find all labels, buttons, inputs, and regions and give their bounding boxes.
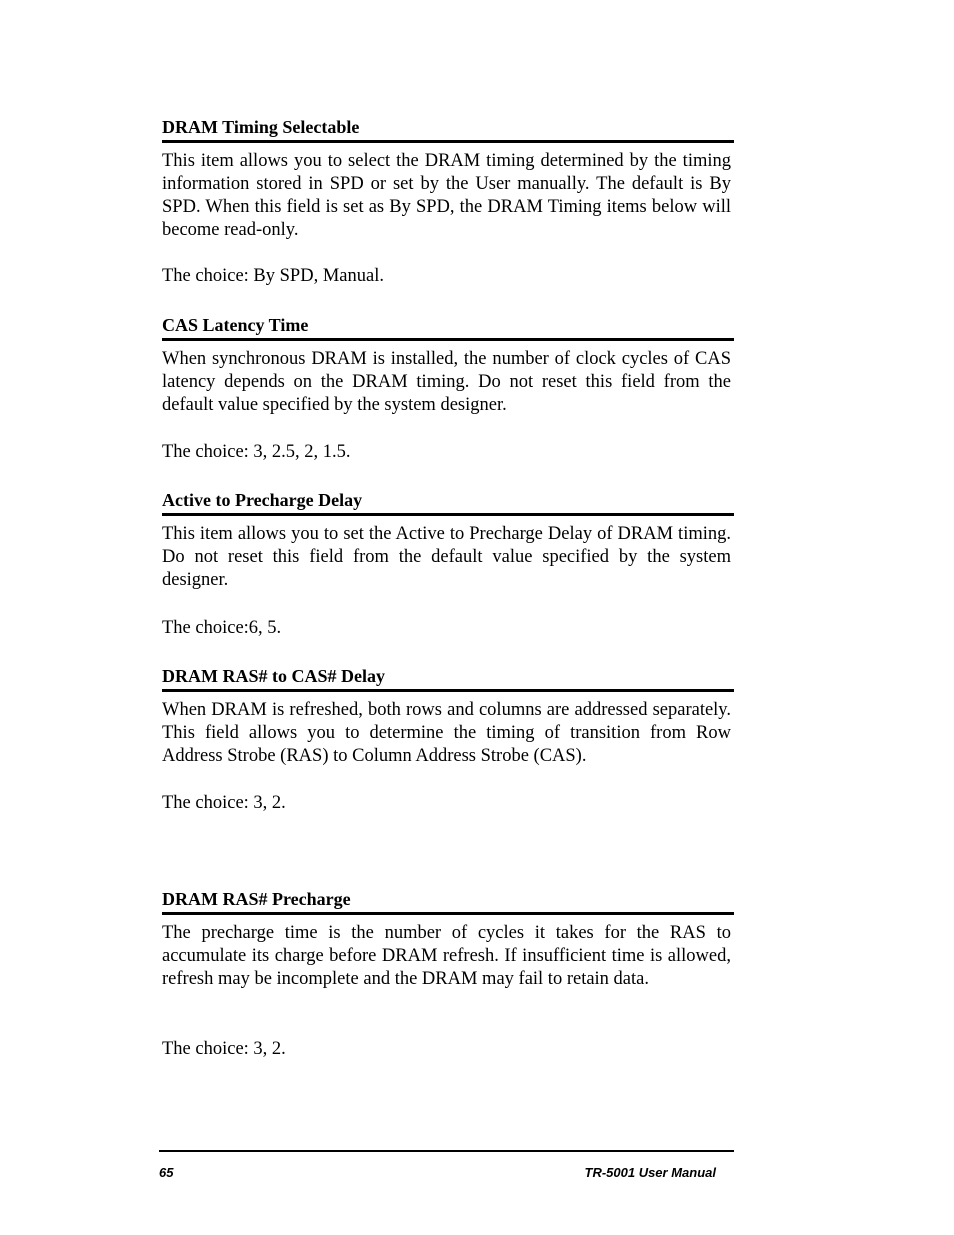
section-dram-ras-precharge — [162, 888, 734, 1059]
section-heading: DRAM RAS# to CAS# Delay — [162, 665, 734, 692]
section-body: This item allows you to set the Active to Precharge Delay of DRAM timing. Do not reset this field from the default value specified by the system designer. — [162, 524, 731, 590]
section-body: This item allows you to select the DRAM timing determined by the timing information stored in SPD or set by the User manually. The default is By SPD. When this field is set as By SPD, the DRAM Timing items below will become read-only. — [162, 151, 731, 240]
section-dram-ras-to-cas-delay — [162, 665, 734, 813]
page-number: 65 — [159, 1165, 174, 1180]
section-choice: The choice: 3, 2. — [162, 1039, 286, 1059]
section-choice: The choice: 3, 2. — [162, 793, 286, 813]
section-choice: The choice: 3, 2.5, 2, 1.5. — [162, 442, 351, 462]
section-cas-latency-time — [162, 314, 734, 462]
section-heading: CAS Latency Time — [162, 314, 734, 341]
section-dram-timing-selectable — [162, 116, 734, 286]
section-body: The precharge time is the number of cycles it takes for the RAS to accumulate its charge before DRAM refresh. If insufficient time is allowed, refresh may be incomplete and the DRAM may fail to retain data. — [162, 923, 731, 989]
section-active-to-precharge-delay — [162, 489, 734, 638]
section-heading: DRAM RAS# Precharge — [162, 888, 734, 915]
section-heading: Active to Precharge Delay — [162, 489, 734, 516]
section-body: When synchronous DRAM is installed, the number of clock cycles of CAS latency depends on the DRAM timing. Do not reset this field from the default value specified by the system designer. — [162, 349, 731, 415]
section-heading: DRAM Timing Selectable — [162, 116, 734, 143]
section-body: When DRAM is refreshed, both rows and columns are addressed separately. This field allows you to determine the timing of transition from Row Address Strobe (RAS) to Column Address Strobe (CAS). — [162, 700, 731, 766]
section-choice: The choice: By SPD, Manual. — [162, 266, 384, 286]
section-choice: The choice:6, 5. — [162, 618, 282, 638]
manual-title: TR-5001 User Manual — [584, 1165, 716, 1180]
footer-rule — [159, 1150, 734, 1152]
